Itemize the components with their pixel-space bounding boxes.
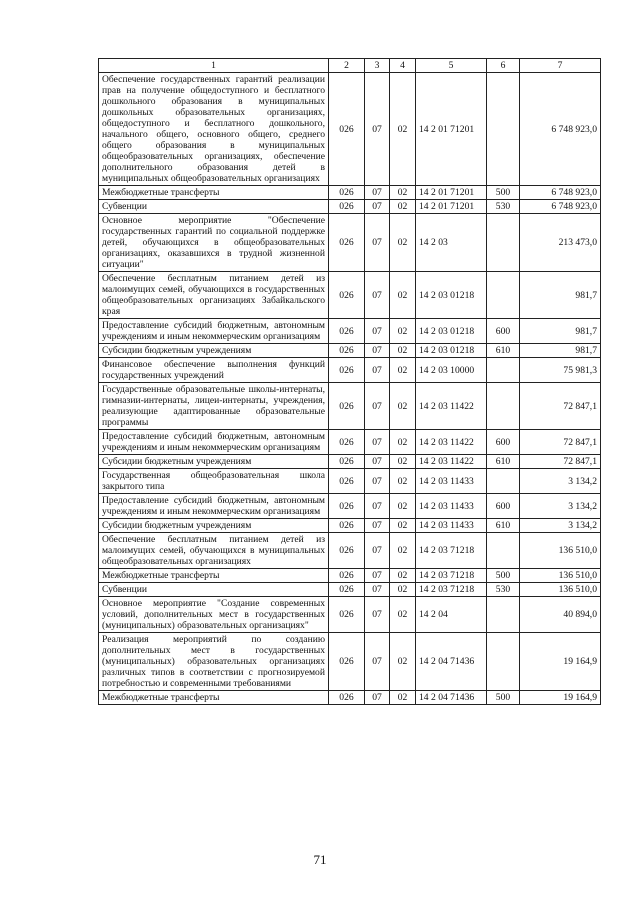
target-article-cell: 14 2 04 71436 bbox=[416, 633, 487, 691]
target-article-cell: 14 2 03 01218 bbox=[416, 272, 487, 319]
target-article-cell: 14 2 03 11433 bbox=[416, 519, 487, 533]
column-header: 2 bbox=[329, 59, 365, 73]
expense-type-cell: 600 bbox=[487, 430, 520, 455]
section-code-cell: 07 bbox=[365, 597, 390, 633]
expense-type-cell bbox=[487, 533, 520, 569]
column-header: 3 bbox=[365, 59, 390, 73]
target-article-cell: 14 2 03 01218 bbox=[416, 319, 487, 344]
target-article-cell: 14 2 03 11422 bbox=[416, 455, 487, 469]
expense-type-cell bbox=[487, 633, 520, 691]
target-article-cell: 14 2 04 bbox=[416, 597, 487, 633]
grbs-code-cell: 026 bbox=[329, 569, 365, 583]
subsection-code-cell: 02 bbox=[390, 494, 416, 519]
target-article-cell: 14 2 01 71201 bbox=[416, 73, 487, 186]
grbs-code-cell: 026 bbox=[329, 455, 365, 469]
section-code-cell: 07 bbox=[365, 569, 390, 583]
amount-cell: 136 510,0 bbox=[520, 533, 601, 569]
amount-cell: 72 847,1 bbox=[520, 455, 601, 469]
target-article-cell: 14 2 03 11433 bbox=[416, 469, 487, 494]
expense-type-cell bbox=[487, 214, 520, 272]
target-article-cell: 14 2 01 71201 bbox=[416, 200, 487, 214]
subsection-code-cell: 02 bbox=[390, 214, 416, 272]
expense-type-cell: 500 bbox=[487, 186, 520, 200]
amount-cell: 19 164,9 bbox=[520, 633, 601, 691]
grbs-code-cell: 026 bbox=[329, 583, 365, 597]
section-code-cell: 07 bbox=[365, 519, 390, 533]
section-code-cell: 07 bbox=[365, 344, 390, 358]
row-name-cell: Государственные образовательные школы-интернаты, гимназии-интернаты, лицеи-интернаты, учреждения, реализующие адаптированные образовательные программы bbox=[99, 383, 329, 430]
subsection-code-cell: 02 bbox=[390, 455, 416, 469]
amount-cell: 136 510,0 bbox=[520, 583, 601, 597]
row-name-cell: Межбюджетные трансферты bbox=[99, 691, 329, 705]
expense-type-cell bbox=[487, 383, 520, 430]
expense-type-cell: 600 bbox=[487, 319, 520, 344]
column-header: 1 bbox=[99, 59, 329, 73]
amount-cell: 40 894,0 bbox=[520, 597, 601, 633]
amount-cell: 3 134,2 bbox=[520, 494, 601, 519]
target-article-cell: 14 2 03 71218 bbox=[416, 583, 487, 597]
table-row bbox=[99, 200, 601, 214]
section-code-cell: 07 bbox=[365, 186, 390, 200]
row-name-cell: Основное мероприятие "Создание современных условий, дополнительных мест в государственных (муниципальных) образовательных организациях" bbox=[99, 597, 329, 633]
grbs-code-cell: 026 bbox=[329, 469, 365, 494]
target-article-cell: 14 2 03 11422 bbox=[416, 383, 487, 430]
subsection-code-cell: 02 bbox=[390, 597, 416, 633]
grbs-code-cell: 026 bbox=[329, 430, 365, 455]
table-row bbox=[99, 519, 601, 533]
grbs-code-cell: 026 bbox=[329, 344, 365, 358]
amount-cell: 6 748 923,0 bbox=[520, 73, 601, 186]
section-code-cell: 07 bbox=[365, 214, 390, 272]
column-header: 4 bbox=[390, 59, 416, 73]
grbs-code-cell: 026 bbox=[329, 519, 365, 533]
subsection-code-cell: 02 bbox=[390, 633, 416, 691]
table-row bbox=[99, 691, 601, 705]
subsection-code-cell: 02 bbox=[390, 344, 416, 358]
grbs-code-cell: 026 bbox=[329, 272, 365, 319]
section-code-cell: 07 bbox=[365, 430, 390, 455]
table-row bbox=[99, 455, 601, 469]
table-row bbox=[99, 569, 601, 583]
amount-cell: 6 748 923,0 bbox=[520, 200, 601, 214]
column-header: 7 bbox=[520, 59, 601, 73]
table-row bbox=[99, 73, 601, 186]
row-name-cell: Субсидии бюджетным учреждениям bbox=[99, 455, 329, 469]
expense-type-cell: 500 bbox=[487, 569, 520, 583]
section-code-cell: 07 bbox=[365, 633, 390, 691]
row-name-cell: Межбюджетные трансферты bbox=[99, 569, 329, 583]
grbs-code-cell: 026 bbox=[329, 633, 365, 691]
target-article-cell: 14 2 03 10000 bbox=[416, 358, 487, 383]
subsection-code-cell: 02 bbox=[390, 272, 416, 319]
target-article-cell: 14 2 03 71218 bbox=[416, 533, 487, 569]
expense-type-cell: 530 bbox=[487, 200, 520, 214]
table-row bbox=[99, 533, 601, 569]
expense-type-cell bbox=[487, 358, 520, 383]
expense-type-cell: 500 bbox=[487, 691, 520, 705]
section-code-cell: 07 bbox=[365, 469, 390, 494]
table-row bbox=[99, 494, 601, 519]
grbs-code-cell: 026 bbox=[329, 494, 365, 519]
subsection-code-cell: 02 bbox=[390, 430, 416, 455]
section-code-cell: 07 bbox=[365, 358, 390, 383]
subsection-code-cell: 02 bbox=[390, 469, 416, 494]
table-row bbox=[99, 430, 601, 455]
row-name-cell: Обеспечение бесплатным питанием детей из малоимущих семей, обучающихся в муниципальных общеобразовательных организациях bbox=[99, 533, 329, 569]
amount-cell: 136 510,0 bbox=[520, 569, 601, 583]
row-name-cell: Реализация мероприятий по созданию дополнительных мест в государственных (муниципальных) образовательных организациях различных типов в соответствии с прогнозируемой потребностью и современными требованиями bbox=[99, 633, 329, 691]
subsection-code-cell: 02 bbox=[390, 533, 416, 569]
section-code-cell: 07 bbox=[365, 494, 390, 519]
amount-cell: 981,7 bbox=[520, 344, 601, 358]
table-row bbox=[99, 344, 601, 358]
target-article-cell: 14 2 03 71218 bbox=[416, 569, 487, 583]
row-name-cell: Обеспечение государственных гарантий реализации прав на получение общедоступного и бесплатного дошкольного образования в муниципальных дошкольных образовательных организациях, общедоступного и бесплатного дошкольного, начального общего, основного общего, среднего общего образования в муниципальных общеобразовательных организациях, обеспечение дополнительного образования детей в муниципальных общеобразовательных организациях bbox=[99, 73, 329, 186]
amount-cell: 3 134,2 bbox=[520, 519, 601, 533]
amount-cell: 72 847,1 bbox=[520, 430, 601, 455]
budget-table bbox=[98, 58, 601, 705]
expense-type-cell: 610 bbox=[487, 344, 520, 358]
section-code-cell: 07 bbox=[365, 319, 390, 344]
amount-cell: 19 164,9 bbox=[520, 691, 601, 705]
subsection-code-cell: 02 bbox=[390, 186, 416, 200]
subsection-code-cell: 02 bbox=[390, 383, 416, 430]
row-name-cell: Субсидии бюджетным учреждениям bbox=[99, 519, 329, 533]
expense-type-cell bbox=[487, 469, 520, 494]
subsection-code-cell: 02 bbox=[390, 358, 416, 383]
row-name-cell: Субсидии бюджетным учреждениям bbox=[99, 344, 329, 358]
subsection-code-cell: 02 bbox=[390, 583, 416, 597]
column-header: 6 bbox=[487, 59, 520, 73]
grbs-code-cell: 026 bbox=[329, 186, 365, 200]
table-row bbox=[99, 272, 601, 319]
subsection-code-cell: 02 bbox=[390, 319, 416, 344]
subsection-code-cell: 02 bbox=[390, 691, 416, 705]
target-article-cell: 14 2 03 11422 bbox=[416, 430, 487, 455]
target-article-cell: 14 2 03 bbox=[416, 214, 487, 272]
row-name-cell: Предоставление субсидий бюджетным, автономным учреждениям и иным некоммерческим организациям bbox=[99, 494, 329, 519]
target-article-cell: 14 2 01 71201 bbox=[416, 186, 487, 200]
expense-type-cell: 600 bbox=[487, 494, 520, 519]
amount-cell: 981,7 bbox=[520, 272, 601, 319]
section-code-cell: 07 bbox=[365, 691, 390, 705]
grbs-code-cell: 026 bbox=[329, 597, 365, 633]
expense-type-cell bbox=[487, 272, 520, 319]
table-row bbox=[99, 597, 601, 633]
table-body bbox=[99, 73, 601, 705]
section-code-cell: 07 bbox=[365, 533, 390, 569]
row-name-cell: Предоставление субсидий бюджетным, автономным учреждениям и иным некоммерческим организациям bbox=[99, 430, 329, 455]
table-row bbox=[99, 319, 601, 344]
section-code-cell: 07 bbox=[365, 73, 390, 186]
section-code-cell: 07 bbox=[365, 200, 390, 214]
row-name-cell: Финансовое обеспечение выполнения функций государственных учреждений bbox=[99, 358, 329, 383]
expense-type-cell: 610 bbox=[487, 519, 520, 533]
amount-cell: 75 981,3 bbox=[520, 358, 601, 383]
subsection-code-cell: 02 bbox=[390, 73, 416, 186]
row-name-cell: Субвенции bbox=[99, 583, 329, 597]
table-row bbox=[99, 633, 601, 691]
expense-type-cell: 610 bbox=[487, 455, 520, 469]
column-header: 5 bbox=[416, 59, 487, 73]
row-name-cell: Обеспечение бесплатным питанием детей из малоимущих семей, обучающихся в государственных общеобразовательных организациях Забайкальского края bbox=[99, 272, 329, 319]
subsection-code-cell: 02 bbox=[390, 519, 416, 533]
row-name-cell: Межбюджетные трансферты bbox=[99, 186, 329, 200]
amount-cell: 213 473,0 bbox=[520, 214, 601, 272]
row-name-cell: Субвенции bbox=[99, 200, 329, 214]
grbs-code-cell: 026 bbox=[329, 200, 365, 214]
amount-cell: 72 847,1 bbox=[520, 383, 601, 430]
subsection-code-cell: 02 bbox=[390, 569, 416, 583]
table-row bbox=[99, 358, 601, 383]
row-name-cell: Государственная общеобразовательная школа закрытого типа bbox=[99, 469, 329, 494]
row-name-cell: Предоставление субсидий бюджетным, автономным учреждениям и иным некоммерческим организациям bbox=[99, 319, 329, 344]
table-header-row bbox=[99, 59, 601, 73]
target-article-cell: 14 2 04 71436 bbox=[416, 691, 487, 705]
table-row bbox=[99, 214, 601, 272]
target-article-cell: 14 2 03 11433 bbox=[416, 494, 487, 519]
table-row bbox=[99, 469, 601, 494]
expense-type-cell: 530 bbox=[487, 583, 520, 597]
grbs-code-cell: 026 bbox=[329, 214, 365, 272]
amount-cell: 981,7 bbox=[520, 319, 601, 344]
grbs-code-cell: 026 bbox=[329, 383, 365, 430]
amount-cell: 6 748 923,0 bbox=[520, 186, 601, 200]
section-code-cell: 07 bbox=[365, 383, 390, 430]
target-article-cell: 14 2 03 01218 bbox=[416, 344, 487, 358]
expense-type-cell bbox=[487, 73, 520, 186]
table-row bbox=[99, 186, 601, 200]
subsection-code-cell: 02 bbox=[390, 200, 416, 214]
expense-type-cell bbox=[487, 597, 520, 633]
table-row bbox=[99, 583, 601, 597]
amount-cell: 3 134,2 bbox=[520, 469, 601, 494]
grbs-code-cell: 026 bbox=[329, 319, 365, 344]
section-code-cell: 07 bbox=[365, 583, 390, 597]
grbs-code-cell: 026 bbox=[329, 73, 365, 186]
row-name-cell: Основное мероприятие "Обеспечение государственных гарантий по социальной поддержке детей, обучающихся в общеобразовательных организациях, оказавшихся в трудной жизненной ситуации" bbox=[99, 214, 329, 272]
grbs-code-cell: 026 bbox=[329, 691, 365, 705]
section-code-cell: 07 bbox=[365, 455, 390, 469]
table-row bbox=[99, 383, 601, 430]
page-number: 71 bbox=[313, 852, 327, 867]
grbs-code-cell: 026 bbox=[329, 533, 365, 569]
grbs-code-cell: 026 bbox=[329, 358, 365, 383]
section-code-cell: 07 bbox=[365, 272, 390, 319]
